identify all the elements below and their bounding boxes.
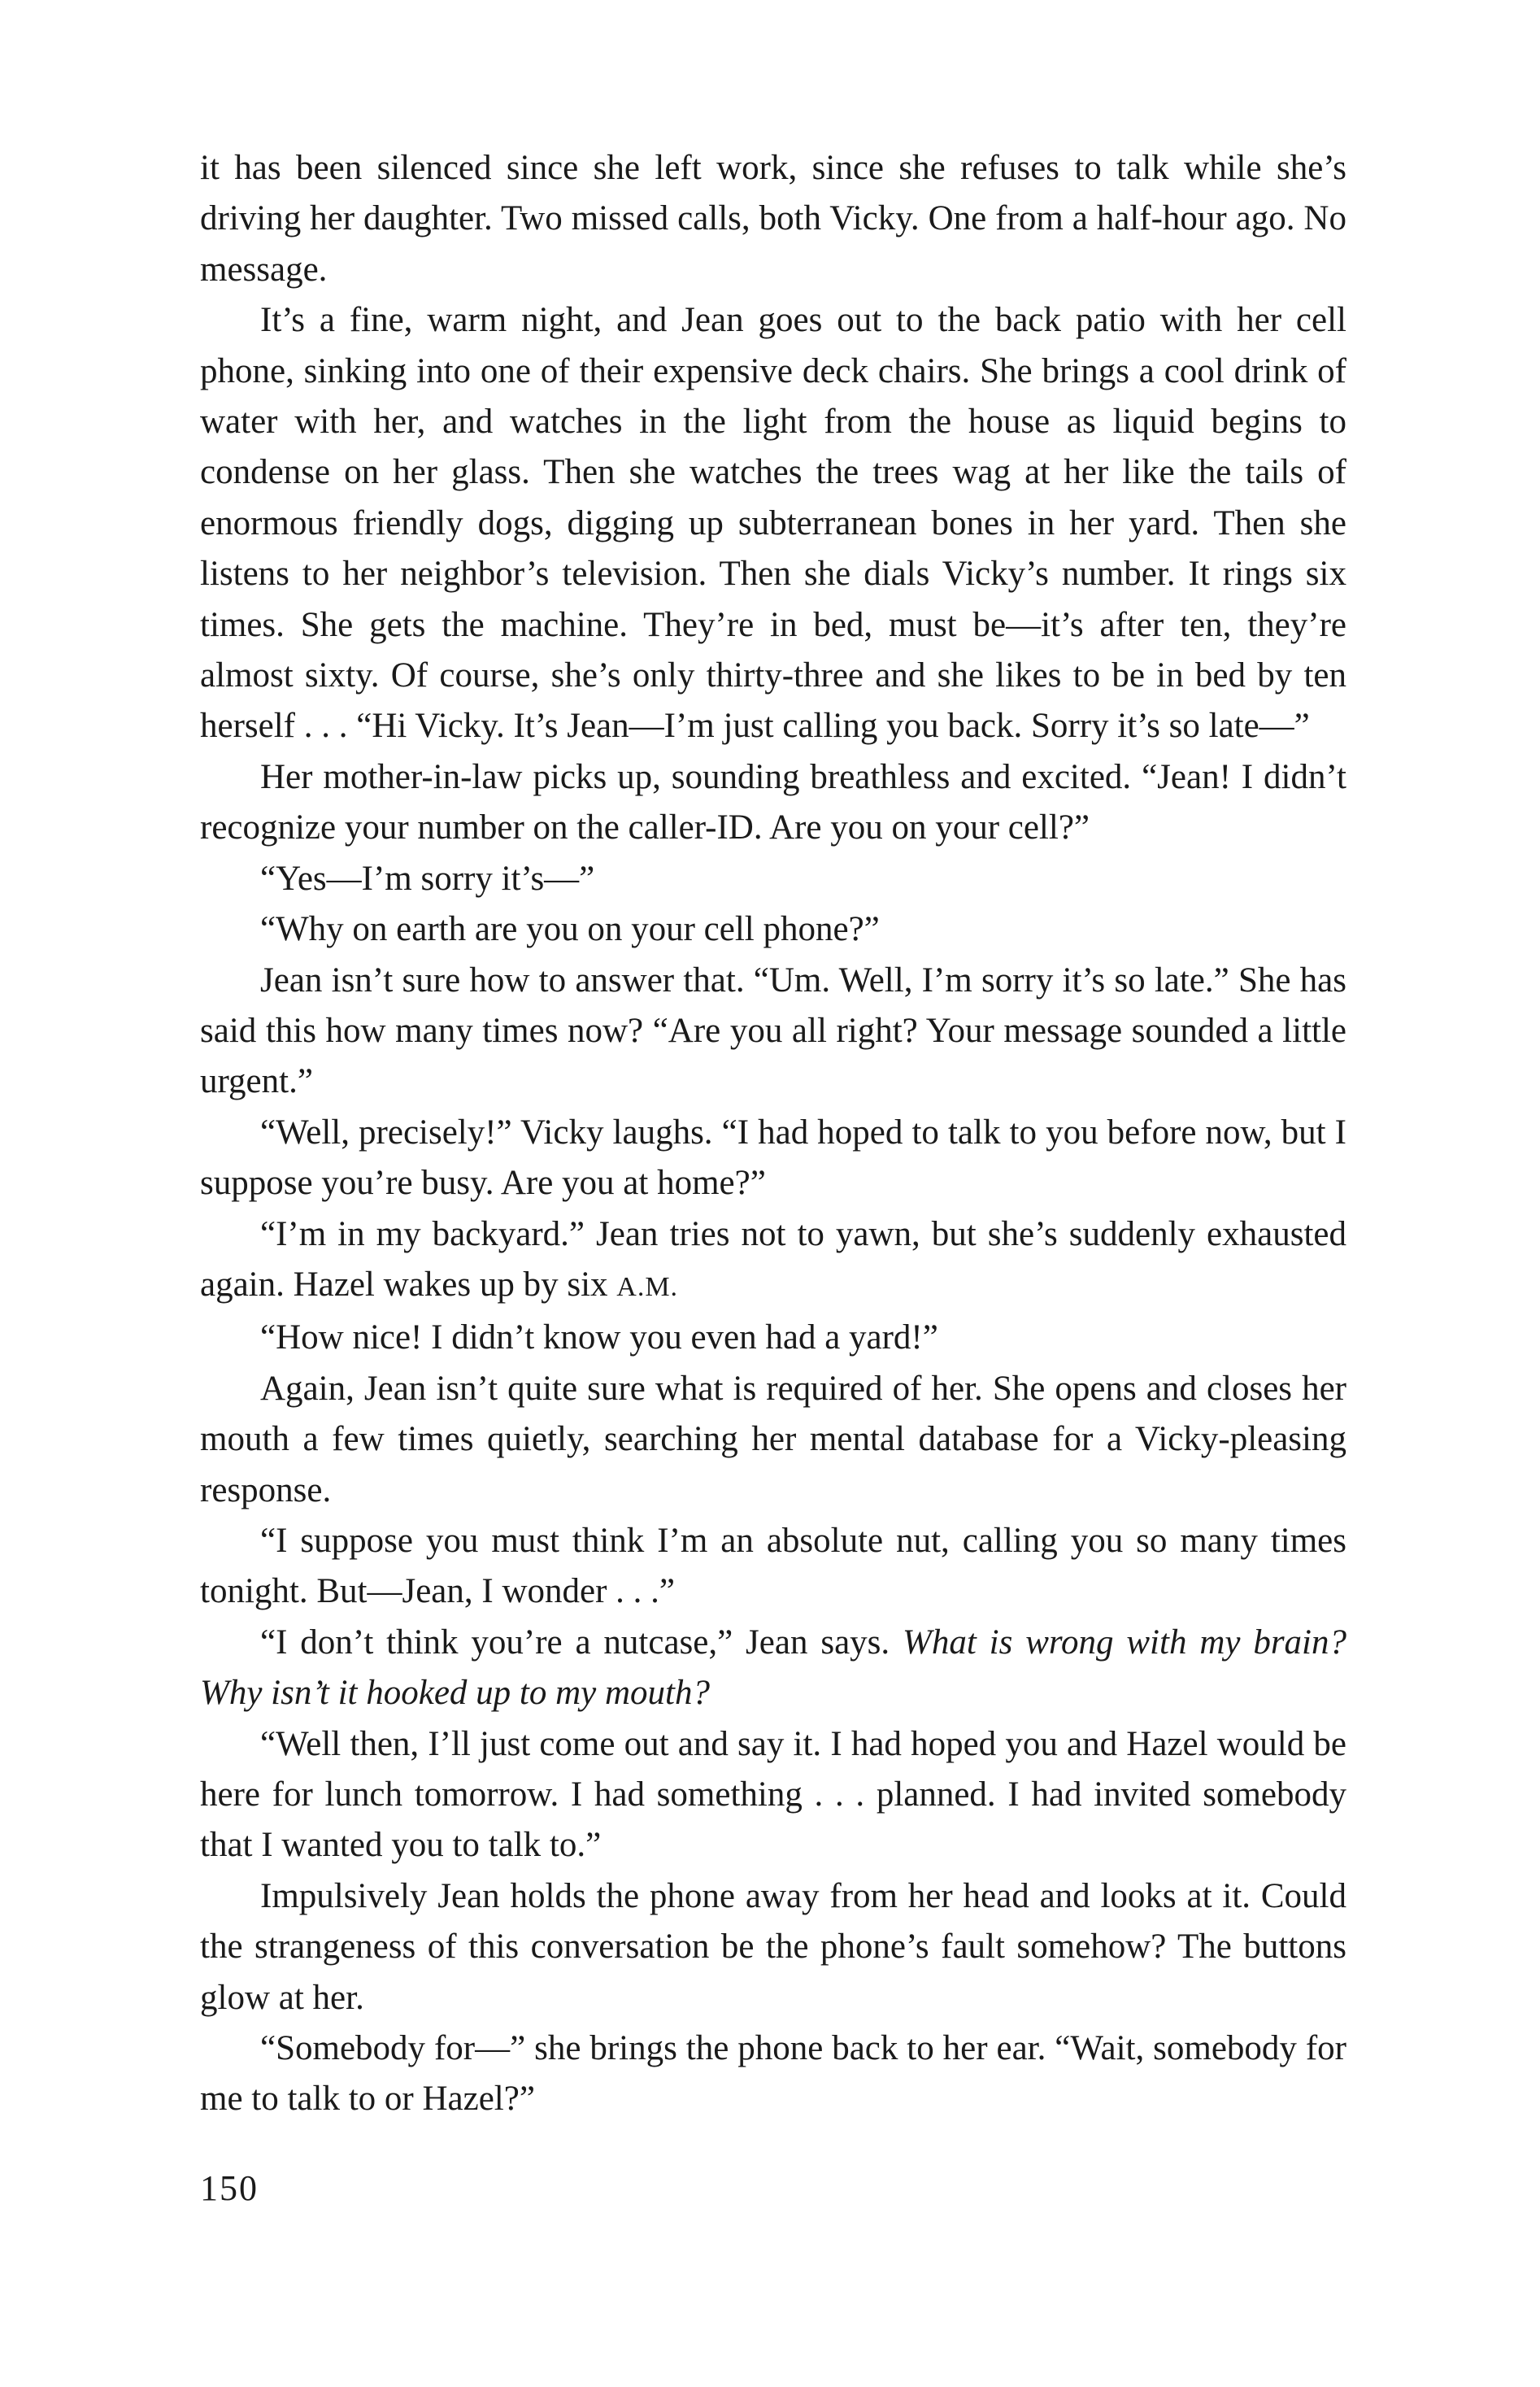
text-run: Impulsively Jean holds the phone away from her head and looks at it. Could the strangeness of this conversation be the phone’s fault somehow? The buttons glow at her.: [200, 1876, 1346, 2017]
paragraph: [200, 1364, 1346, 1516]
paragraph: [200, 295, 1346, 752]
italic-text: What is wrong with my brain? Why isn’t it hooked up to my mouth?: [200, 1623, 1347, 1713]
text-run: “I don’t think you’re a nutcase,” Jean says.: [260, 1623, 903, 1662]
paragraph: [200, 1516, 1346, 1618]
text-run: “Somebody for—” she brings the phone back to her ear. “Wait, somebody for me to talk to or Hazel?”: [200, 2029, 1346, 2119]
text-run: Again, Jean isn’t quite sure what is required of her. She opens and closes her mouth a few times quietly, searching her mental database for a Vicky-pleasing response.: [200, 1369, 1346, 1509]
paragraph: [200, 752, 1346, 854]
paragraph: [200, 1871, 1346, 2023]
paragraph: [200, 1209, 1346, 1313]
paragraph: [200, 1313, 1346, 1363]
text-run: “Well then, I’ll just come out and say it. I had hoped you and Hazel would be here for lunch tomorrow. I had something . . . planned. I had invited somebody that I wanted you to talk to.”: [200, 1724, 1346, 1865]
text-run: It’s a fine, warm night, and Jean goes out to the back patio with her cell phone, sinking into one of their expensive deck chairs. She brings a cool drink of water with her, and watches in the light from the house as liquid begins to condense on her glass. Then she watches the trees wag at her like the tails of enormous friendly dogs, digging up subterranean bones in her yard. Then she listens to her neighbor’s television. Then she dials Vicky’s number. It rings six times. She gets the machine. They’re in bed, must be—it’s after ten, they’re almost sixty. Of course, she’s only thirty-three and she likes to be in bed by ten herself . . . “Hi Vicky. It’s Jean—I’m just calling you back. Sorry it’s so late—”: [200, 301, 1346, 746]
paragraph: [200, 904, 1346, 955]
paragraph: [200, 1618, 1346, 1719]
body-text: [200, 143, 1346, 2125]
page-number: 150: [200, 2168, 259, 2208]
text-run: “I’m in my backyard.” Jean tries not to yawn, but she’s suddenly exhausted again. Hazel wakes up by six: [200, 1214, 1346, 1304]
paragraph: [200, 143, 1346, 295]
small-caps-text: A.M.: [616, 1271, 679, 1302]
paragraph: [200, 956, 1346, 1108]
text-run: “Well, precisely!” Vicky laughs. “I had hoped to talk to you before now, but I suppose you’re busy. Are you at home?”: [200, 1113, 1346, 1203]
paragraph: [200, 2023, 1346, 2125]
paragraph: [200, 1719, 1346, 1871]
text-run: “I suppose you must think I’m an absolute nut, calling you so many times tonight. But—Jean, I wonder . . .”: [200, 1521, 1346, 1611]
text-run: “How nice! I didn’t know you even had a yard!”: [260, 1318, 938, 1357]
text-run: “Why on earth are you on your cell phone?”: [260, 910, 880, 949]
paragraph: [200, 1108, 1346, 1209]
paragraph: [200, 854, 1346, 904]
text-run: Her mother-in-law picks up, sounding breathless and excited. “Jean! I didn’t recognize your number on the caller-ID. Are you on your cell?”: [200, 757, 1346, 847]
text-run: it has been silenced since she left work, since she refuses to talk while she’s driving her daughter. Two missed calls, both Vicky. One from a half-hour ago. No message.: [200, 149, 1346, 289]
text-run: “Yes—I’m sorry it’s—”: [260, 859, 595, 898]
text-run: Jean isn’t sure how to answer that. “Um. Well, I’m sorry it’s so late.” She has said this how many times now? “Are you all right? Your message sounded a little urgent.”: [200, 960, 1346, 1101]
